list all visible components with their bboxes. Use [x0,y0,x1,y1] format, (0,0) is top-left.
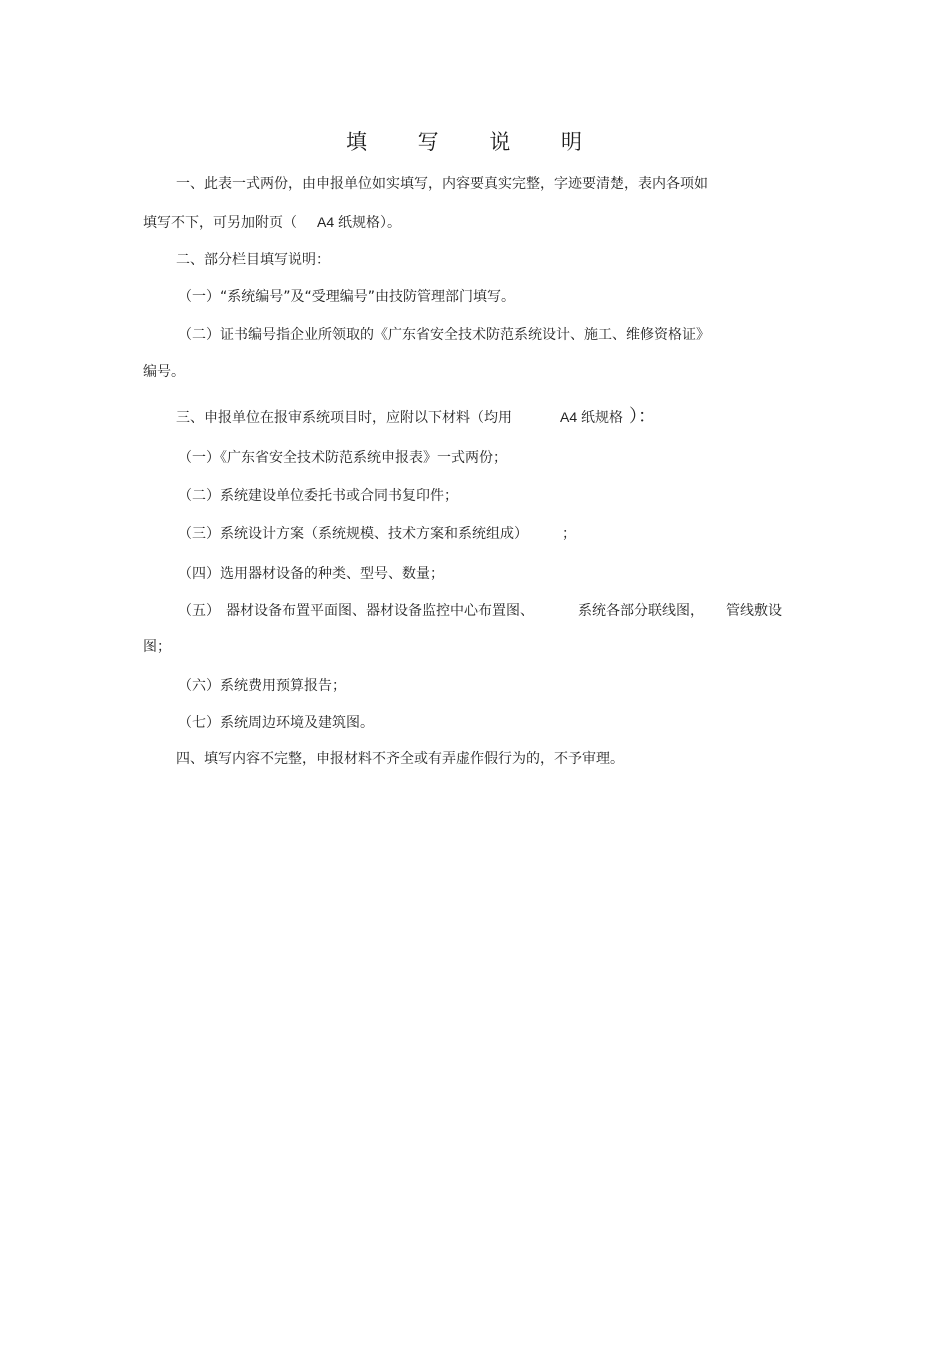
item-3-4: （四）选用器材设备的种类、型号、数量； [178,566,444,582]
item-3-5-text-a: 器材设备布置平面图、器材设备监控中心布置图、 [226,603,534,619]
item-3-3-text: （三）系统设计方案（系统规模、技术方案和系统组成） [178,526,528,542]
paragraph-1-line-2 [143,212,401,233]
paragraph-3-closing: ）： [629,406,657,427]
paragraph-2-heading: 二、部分栏目填写说明： [176,252,330,268]
paragraph-1-text: 填写不下，可另加附页（ [143,215,297,231]
item-2-1: （一）“系统编号”及“受理编号”由技防管理部门填写。 [178,289,516,305]
paragraph-3-heading [176,407,656,428]
item-2-2-line-2: 编号。 [143,364,185,380]
item-3-5-line-1 [178,601,782,621]
item-3-3 [178,524,576,544]
item-2-2-line-1: （二）证书编号指企业所领取的《广东省安全技术防范系统设计、施工、维修资格证》 [178,327,710,343]
paragraph-1-line-1: 一、此表一式两份，由申报单位如实填写，内容要真实完整，字迹要清楚，表内各项如 [176,176,708,192]
paragraph-3-paper-size: A4 纸规格 [560,409,624,425]
item-3-1: （一）《广东省安全技术防范系统申报表》一式两份； [178,450,507,466]
item-3-6: （六）系统费用预算报告； [178,678,346,694]
item-3-3-semicolon: ； [562,526,576,542]
item-3-5-text-b: 系统各部分联线图， [578,603,704,619]
document-title: 填 写 说 明 [345,130,605,154]
paragraph-4: 四、填写内容不完整，申报材料不齐全或有弄虚作假行为的，不予审理。 [176,751,624,767]
paragraph-1-paper-size: A4 纸规格）。 [317,214,402,230]
paragraph-3-text: 三、申报单位在报审系统项目时，应附以下材料（均用 [176,410,512,426]
item-3-5-number: （五） [178,603,220,619]
item-3-5-line-2: 图； [143,639,171,655]
item-3-2: （二）系统建设单位委托书或合同书复印件； [178,488,458,504]
item-3-7: （七）系统周边环境及建筑图。 [178,715,374,731]
item-3-5-text-c: 管线敷设 [726,603,782,619]
